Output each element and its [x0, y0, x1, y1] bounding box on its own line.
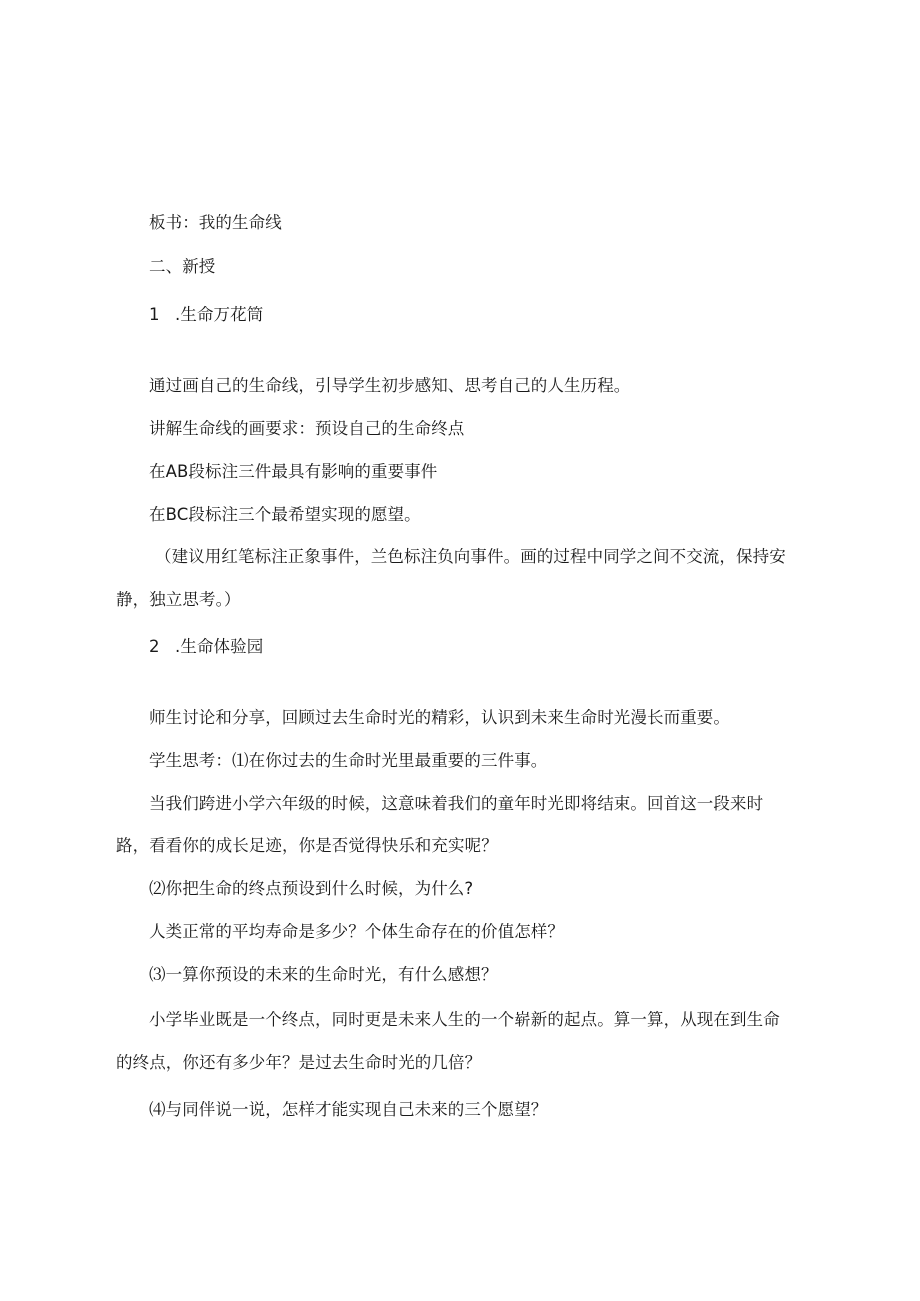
subheading-1: [149, 304, 263, 326]
paragraph-continuation: 静，独立思考。）: [116, 590, 241, 609]
subheading-1-number: 1: [149, 305, 160, 324]
question-item: ⑷与同伴说一说，怎样才能实现自己未来的三个愿望？: [149, 1100, 548, 1119]
paragraph: 师生讨论和分享，回顾过去生命时光的精彩，认识到未来生命时光漫长而重要。: [149, 708, 730, 727]
paragraph: 当我们跨进小学六年级的时候，这意味着我们的童年时光即将结束。回首这一段来时: [149, 794, 764, 813]
question-item: ⑶一算你预设的未来的生命时光，有什么感想？: [149, 965, 498, 984]
paragraph: 在AB段标注三件最具有影响的重要事件: [149, 462, 438, 481]
paragraph: 人类正常的平均寿命是多少？个体生命存在的价值怎样？: [149, 922, 564, 941]
subheading-2: [149, 636, 263, 658]
blackboard-title: 板书：我的生命线: [149, 213, 282, 232]
subheading-1-title: .生命万花筒: [175, 305, 264, 324]
paragraph: 在BC段标注三个最希望实现的愿望。: [149, 505, 421, 524]
section-heading-new-lesson: 二、新授: [149, 257, 216, 276]
paragraph: 讲解生命线的画要求：预设自己的生命终点: [149, 419, 465, 438]
subheading-2-number: 2: [149, 637, 160, 656]
paragraph: （建议用红笔标注正象事件，兰色标注负向事件。画的过程中同学之间不交流，保持安: [155, 547, 786, 566]
question-item: ⑵你把生命的终点预设到什么时候，为什么?: [149, 879, 474, 898]
paragraph: 通过画自己的生命线，引导学生初步感知、思考自己的人生历程。: [149, 376, 631, 395]
paragraph: 学生思考：⑴在你过去的生命时光里最重要的三件事。: [149, 751, 548, 770]
paragraph-continuation: 的终点，你还有多少年？是过去生命时光的几倍？: [116, 1053, 482, 1072]
paragraph: 小学毕业既是一个终点，同时更是未来人生的一个崭新的起点。算一算，从现在到生命: [149, 1010, 780, 1029]
subheading-2-title: .生命体验园: [175, 637, 264, 656]
paragraph-continuation: 路，看看你的成长足迹，你是否觉得快乐和充实呢？: [116, 836, 498, 855]
